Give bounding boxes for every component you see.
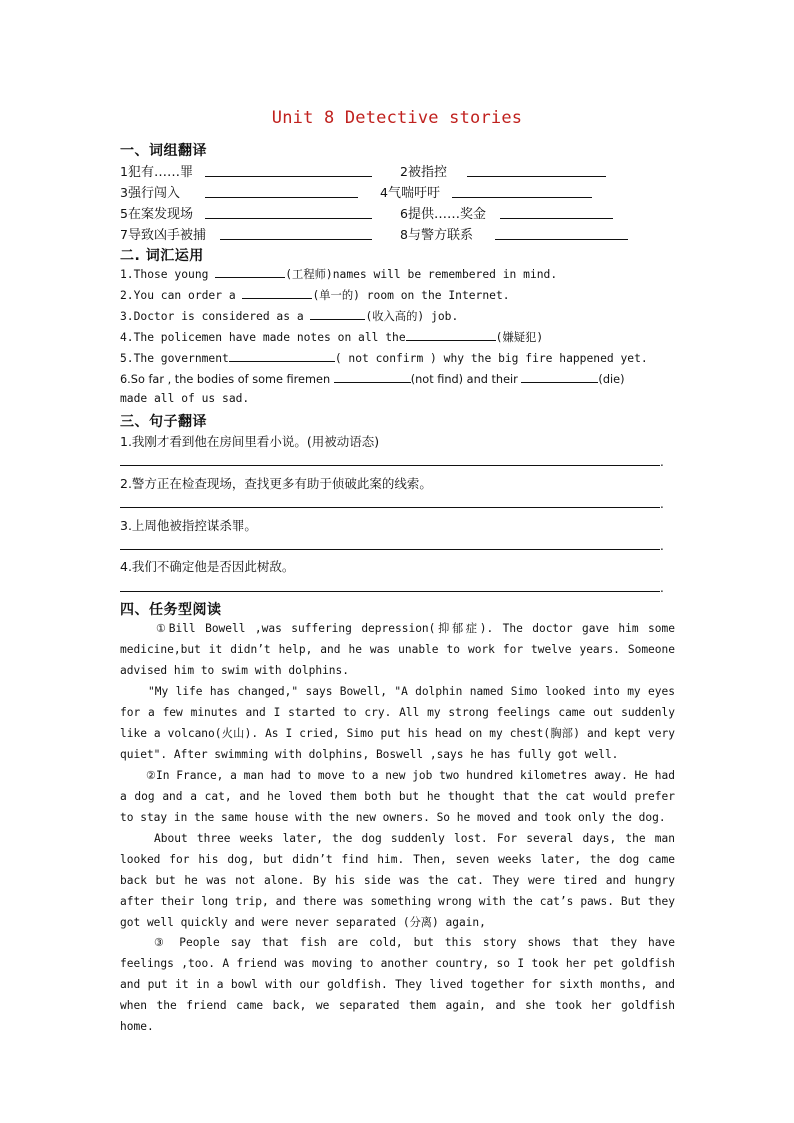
reading-paragraph-4: About three weeks later, the dog suddenly lost. For several days, the man looked for his dog, but didn’t find him. Then, seven weeks later, the dog came back but he was not alone. By his side was the cat. They were tired and hungry after their long trip, and there was something wrong with the cat’s paws. But they got well quickly and were never separated (分离) again, (120, 832, 675, 929)
period-mark: . (660, 497, 664, 511)
page-title: Unit 8 Detective stories (271, 108, 523, 128)
phrase-item: 6提供……奖金 (400, 206, 486, 222)
sentence-prompt-4: 4.我们不确定他是否因此树敌。 (120, 559, 295, 574)
answer-blank[interactable] (452, 197, 592, 198)
phrase-item: 8与警方联系 (400, 227, 473, 243)
answer-blank[interactable] (310, 308, 365, 320)
answer-blank[interactable] (205, 176, 372, 177)
section-heading-sentence-translation: 三、句子翻译 (120, 414, 207, 430)
vocab-item-2: 2.You can order a (单一的) room on the Internet. (120, 289, 510, 302)
answer-blank[interactable] (205, 197, 358, 198)
phrase-row-1 (0, 161, 794, 179)
phrase-item: 5在案发现场 (120, 206, 193, 222)
answer-blank[interactable] (229, 350, 335, 362)
reading-paragraph-3: ②In France, a man had to move to a new job two hundred kilometres away. He had a dog and a cat, and he loved them both but he thought that the cat would prefer to stay in the same house with the new owners. So he moved and took only the dog. (120, 769, 675, 824)
answer-blank[interactable] (220, 239, 372, 240)
period-mark: . (660, 455, 664, 469)
period-mark: . (660, 539, 664, 553)
answer-blank[interactable] (495, 239, 628, 240)
vocab-item-5: 5.The government ( not confirm ) why the big fire happened yet. (120, 352, 648, 365)
vocab-item-1: 1.Those young (工程师)names will be remembered in mind. (120, 268, 558, 281)
answer-blank[interactable] (334, 371, 411, 383)
answer-blank[interactable] (242, 287, 312, 299)
answer-blank[interactable] (500, 218, 613, 219)
vocab-item-6: 6.So far , the bodies of some firemen (not find) and their (die) (120, 373, 625, 386)
reading-paragraph-1: ①Bill Bowell ,was suffering depression(抑郁症). The doctor gave him some medicine,but it didn’t help, and he was unable to work for twelve years. Someone advised him to swim with dolphins. (120, 622, 675, 677)
answer-blank[interactable] (467, 176, 606, 177)
answer-blank[interactable] (406, 329, 496, 341)
reading-paragraph-5: ③ People say that fish are cold, but this story shows that they have feelings ,too. A friend was moving to another country, so I took her pet goldfish and put it in a bowl with our goldfish. They lived together for sixth months, and when the friend came back, we separated them again, and she took her goldfish home. (120, 936, 675, 1033)
phrase-item: 1犯有……罪 (120, 164, 193, 180)
sentence-prompt-2: 2.警方正在检查现场，查找更多有助于侦破此案的线索。 (120, 476, 432, 491)
answer-blank[interactable] (521, 371, 598, 383)
phrase-row-4 (0, 224, 794, 242)
vocab-item-4: 4.The policemen have made notes on all the (嫌疑犯) (120, 331, 544, 344)
period-mark: . (660, 581, 664, 595)
section-heading-vocabulary: 二. 词汇运用 (120, 248, 204, 264)
section-heading-phrase-translation: 一、词组翻译 (120, 143, 207, 159)
vocab-item-6-continued: made all of us sad. (120, 392, 250, 405)
phrase-row-3 (0, 203, 794, 221)
answer-blank[interactable] (205, 218, 372, 219)
vocab-item-3: 3.Doctor is considered as a (收入高的) job. (120, 310, 459, 323)
answer-line-4[interactable] (120, 591, 660, 592)
phrase-row-2 (0, 182, 794, 200)
section-heading-task-reading: 四、任务型阅读 (120, 602, 222, 618)
phrase-item: 4气喘吁吁 (380, 185, 440, 201)
sentence-prompt-1: 1.我刚才看到他在房间里看小说。(用被动语态) (120, 434, 380, 449)
answer-line-2[interactable] (120, 507, 660, 508)
answer-line-1[interactable] (120, 465, 660, 466)
answer-blank[interactable] (215, 266, 285, 278)
phrase-item: 3强行闯入 (120, 185, 180, 201)
phrase-item: 2被指控 (400, 164, 447, 180)
reading-paragraph-2: "My life has changed," says Bowell, "A dolphin named Simo looked into my eyes for a few minutes and I started to cry. All my strong feelings came out suddenly like a volcano(火山). As I cried, Simo put his head on my chest(胸部) and kept very quiet". After swimming with dolphins, Boswell ,says he has fully got well. (120, 685, 675, 761)
answer-line-3[interactable] (120, 549, 660, 550)
sentence-prompt-3: 3.上周他被指控谋杀罪。 (120, 518, 257, 533)
phrase-item: 7导致凶手被捕 (120, 227, 206, 243)
